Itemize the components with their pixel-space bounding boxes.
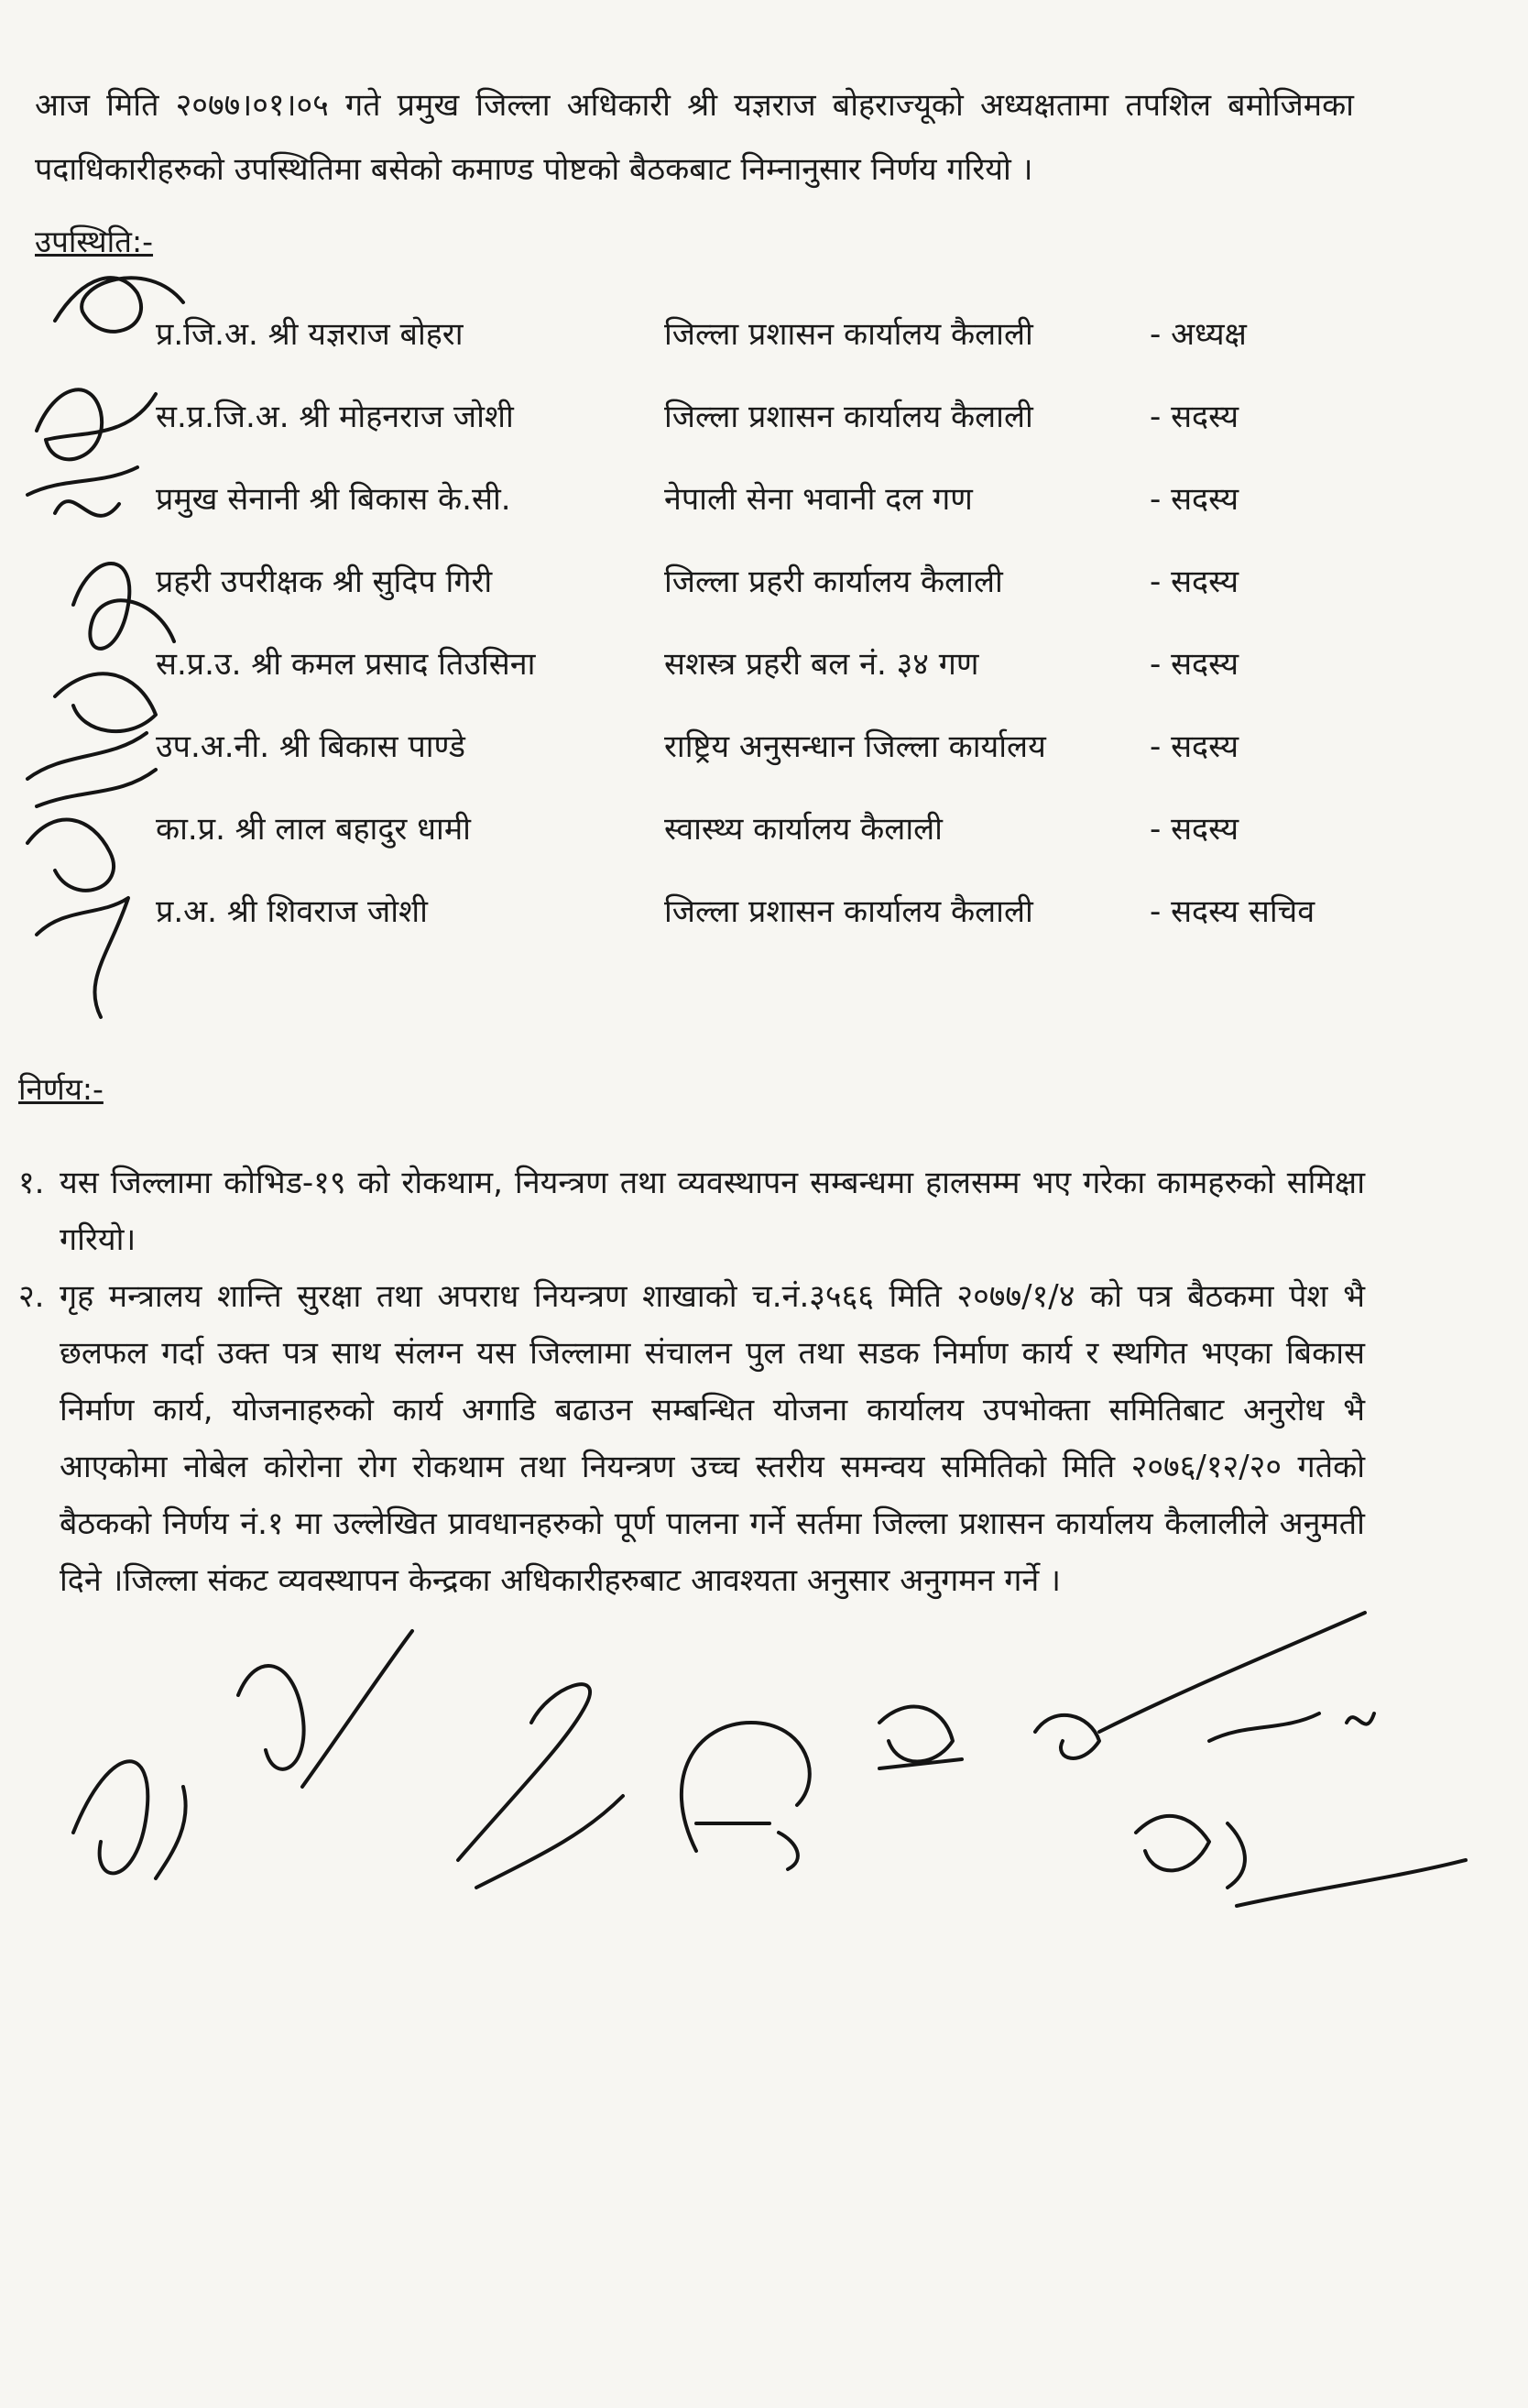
attendee-role: - अध्यक्ष: [1150, 316, 1247, 353]
attendee-name: स.प्र.उ. श्री कमल प्रसाद तिउसिना: [156, 646, 536, 683]
decision-item: [18, 1268, 1365, 1609]
bottom-signature: [682, 1723, 810, 1869]
bottom-signature: [73, 1761, 186, 1878]
attendee-office: जिल्ला प्रशासन कार्यालय कैलाली: [664, 316, 1033, 353]
bottom-signature: [1209, 1713, 1374, 1741]
attendee-row: [0, 476, 1528, 541]
attendee-role: - सदस्य: [1150, 399, 1239, 435]
attendee-name: का.प्र. श्री लाल बहादुर धामी: [156, 811, 471, 848]
attendee-row: [0, 559, 1528, 623]
attendee-name: प्र.जि.अ. श्री यज्ञराज बोहरा: [156, 316, 464, 353]
attendee-row: [0, 889, 1528, 953]
decision-number: १.: [18, 1165, 45, 1201]
decision-number: २.: [18, 1278, 45, 1315]
attendee-role: - सदस्य: [1150, 564, 1239, 600]
attendee-row: [0, 724, 1528, 788]
attendee-row: [0, 394, 1528, 458]
attendee-office: जिल्ला प्रहरी कार्यालय कैलाली: [664, 564, 1003, 600]
decision-heading: निर्णय:-: [18, 1071, 104, 1107]
bottom-signature: [879, 1707, 962, 1768]
attendee-office: नेपाली सेना भवानी दल गण: [664, 481, 973, 518]
bottom-signature: [1136, 1816, 1466, 1906]
attendee-name: उप.अ.नी. श्री बिकास पाण्डे: [156, 728, 465, 765]
attendee-office: सशस्त्र प्रहरी बल नं. ३४ गण: [664, 646, 979, 683]
intro-paragraph: आज मिति २०७७।०१।०५ गते प्रमुख जिल्ला अधिकारी श्री यज्ञराज बोहराज्यूको अध्यक्षतामा तपशिल बमोजिमका पदाधिकारीहरुको उपस्थितिमा बसेको कमाण्ड पोष्टको बैठकबाट निम्नानुसार निर्णय गरियो ।: [35, 87, 1354, 188]
attendance-heading: उपस्थिति:-: [35, 224, 154, 259]
bottom-signature: [1035, 1613, 1365, 1758]
attendee-role: - सदस्य: [1150, 646, 1239, 683]
bottom-signature: [458, 1684, 623, 1888]
attendee-name: प्र.अ. श्री शिवराज जोशी: [156, 893, 428, 930]
attendee-office: जिल्ला प्रशासन कार्यालय कैलाली: [664, 399, 1033, 435]
attendee-role: - सदस्य: [1150, 728, 1239, 765]
attendee-row: [0, 312, 1528, 376]
attendee-row: [0, 641, 1528, 706]
attendee-role: - सदस्य: [1150, 811, 1239, 848]
attendee-role: - सदस्य सचिव: [1150, 893, 1315, 930]
attendee-office: जिल्ला प्रशासन कार्यालय कैलाली: [664, 893, 1033, 930]
decision-list: [18, 1155, 1365, 1609]
attendee-office: राष्ट्रिय अनुसन्धान जिल्ला कार्यालय: [664, 728, 1046, 765]
decision-text: गृह मन्त्रालय शान्ति सुरक्षा तथा अपराध नियन्त्रण शाखाको च.नं.३५६६ मिति २०७७/१/४ को पत्र बैठकमा पेश भै छलफल गर्दा उक्त पत्र साथ संलग्न यस जिल्लामा संचालन पुल तथा सडक निर्माण कार्य र स्थगित भएका बिकास निर्माण कार्य, योजनाहरुको कार्य अगाडि बढाउन सम्बन्धित योजना कार्यालय उपभोक्ता समितिबाट अनुरोध भै आएकोमा नोबेल कोरोना रोग रोकथाम तथा नियन्त्रण उच्च स्तरीय समन्वय समितिको मिति २०७६/१२/२० गतेको बैठकको निर्णय नं.१ मा उल्लेखित प्रावधानहरुको पूर्ण पालना गर्ने सर्तमा जिल्ला प्रशासन कार्यालय कैलालीले अनुमती दिने ।जिल्ला संकट व्यवस्थापन केन्द्रका अधिकारीहरुबाट आवश्यता अनुसार अनुगमन गर्ने ।: [60, 1278, 1365, 1599]
decision-text: यस जिल्लामा कोभिड-१९ को रोकथाम, नियन्त्रण तथा व्यवस्थापन सम्बन्धमा हालसम्म भए गरेका कामहरुको समिक्षा गरियो।: [60, 1165, 1365, 1258]
bottom-signature: [238, 1631, 412, 1787]
attendee-name: प्रहरी उपरीक्षक श्री सुदिप गिरी: [156, 564, 493, 600]
decision-item: [18, 1155, 1365, 1268]
attendee-office: स्वास्थ्य कार्यालय कैलाली: [664, 811, 943, 848]
attendee-name: स.प्र.जि.अ. श्री मोहनराज जोशी: [156, 399, 514, 435]
attendee-row: [0, 806, 1528, 870]
attendee-name: प्रमुख सेनानी श्री बिकास के.सी.: [156, 481, 511, 518]
attendee-role: - सदस्य: [1150, 481, 1239, 518]
